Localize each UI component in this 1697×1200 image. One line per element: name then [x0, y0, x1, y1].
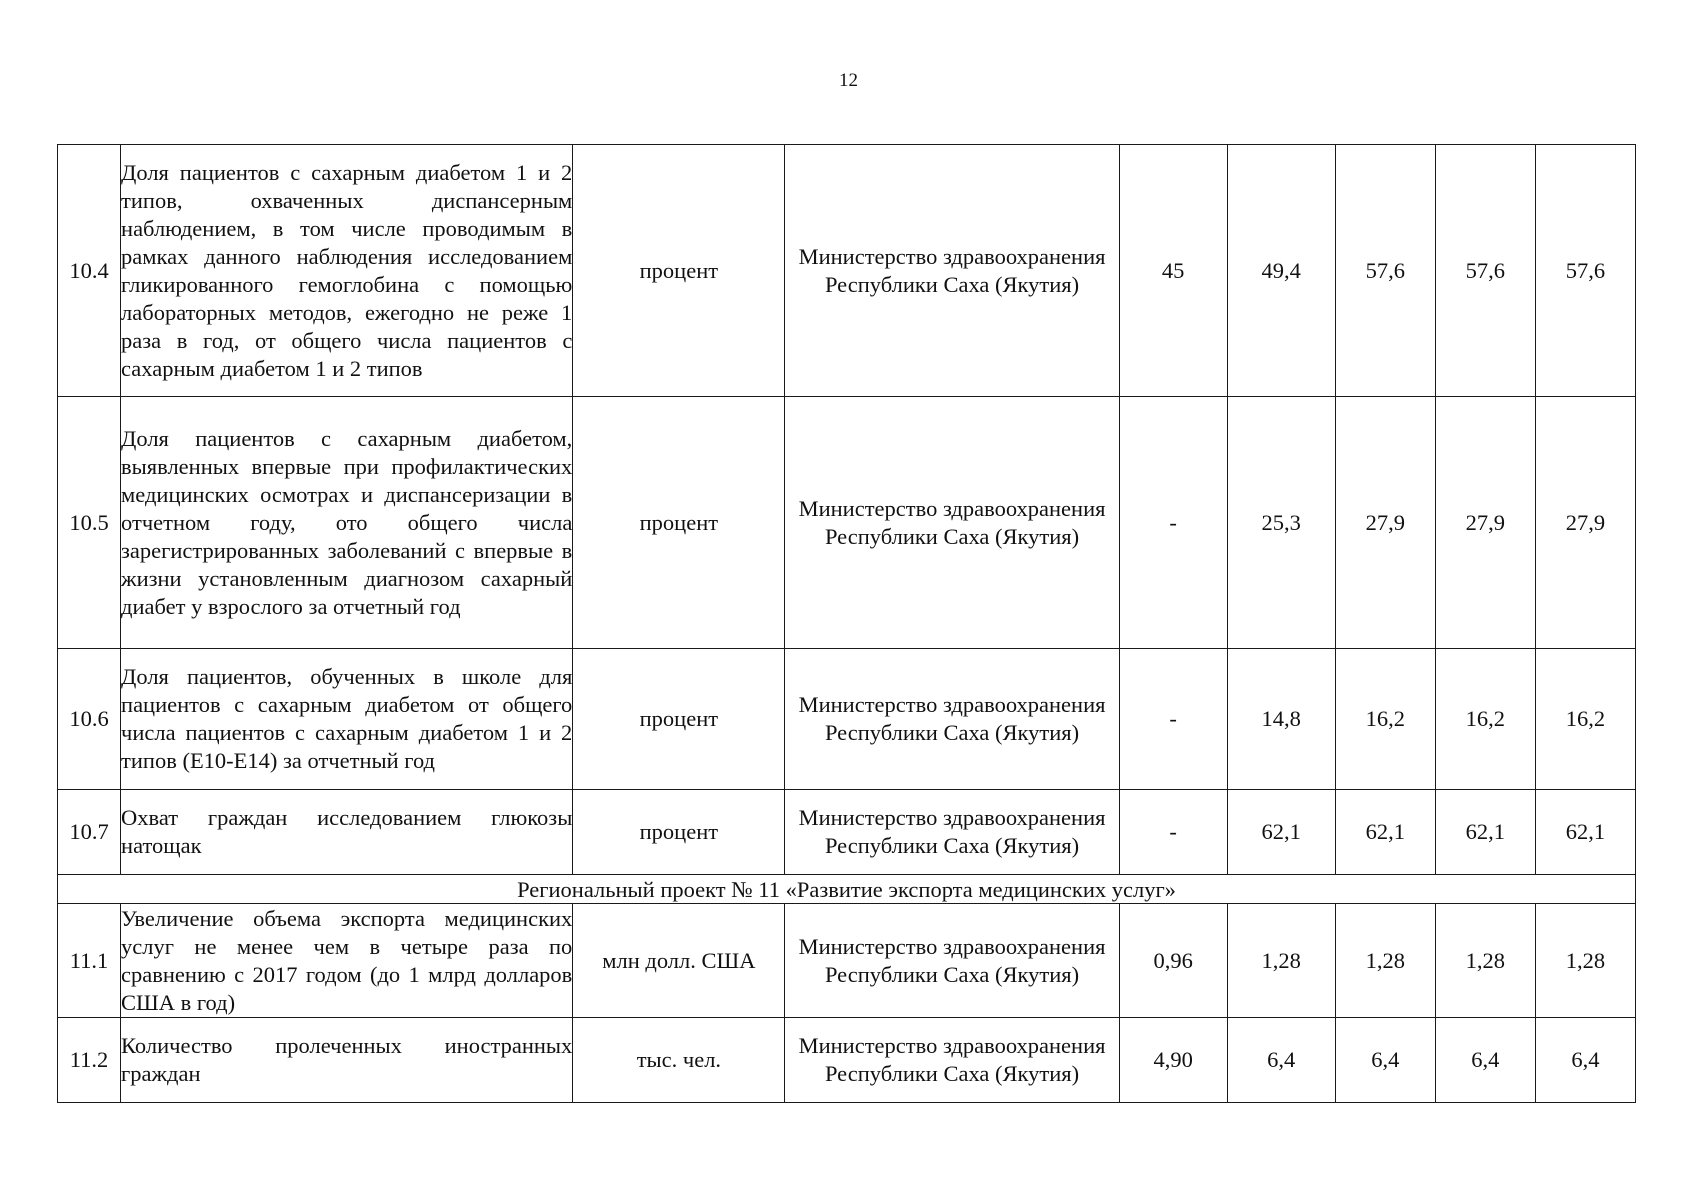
indicator-description: Доля пациентов, обученных в школе для пациентов с сахарным диабетом от общего числа пациентов с сахарным диабетом 1 и 2 типов (Е10-Е14) за отчетный год: [121, 649, 573, 790]
table-row: [58, 1018, 1636, 1103]
unit-cell: тыс. чел.: [573, 1018, 785, 1103]
value-cell: 57,6: [1435, 145, 1535, 397]
value-cell: 57,6: [1335, 145, 1435, 397]
row-number: 11.1: [58, 904, 121, 1018]
table-row: [58, 145, 1636, 397]
page-number: 12: [839, 70, 858, 91]
value-cell: 14,8: [1227, 649, 1335, 790]
indicator-description: Доля пациентов с сахарным диабетом 1 и 2 типов, охваченных диспансерным наблюдением, в том числе проводимым в рамках данного наблюдения исследованием гликированного гемоглобина с помощью лабораторных методов, ежегодно не реже 1 раза в год, от общего числа пациентов с сахарным диабетом 1 и 2 типов: [121, 145, 573, 397]
indicators-table: [57, 144, 1636, 1103]
responsible-cell: Министерство здравоохранения Республики Саха (Якутия): [785, 145, 1119, 397]
table-row: [58, 397, 1636, 649]
row-number: 10.5: [58, 397, 121, 649]
value-cell: 6,4: [1535, 1018, 1635, 1103]
value-cell: 16,2: [1335, 649, 1435, 790]
section-header-row: [58, 875, 1636, 904]
responsible-cell: Министерство здравоохранения Республики Саха (Якутия): [785, 1018, 1119, 1103]
value-cell: 1,28: [1535, 904, 1635, 1018]
value-cell: -: [1119, 397, 1227, 649]
responsible-cell: Министерство здравоохранения Республики Саха (Якутия): [785, 649, 1119, 790]
table-row: [58, 649, 1636, 790]
value-cell: 62,1: [1435, 790, 1535, 875]
value-cell: -: [1119, 790, 1227, 875]
value-cell: 1,28: [1435, 904, 1535, 1018]
value-cell: 1,28: [1335, 904, 1435, 1018]
indicator-description: Количество пролеченных иностранных граждан: [121, 1018, 573, 1103]
value-cell: 62,1: [1535, 790, 1635, 875]
value-cell: 27,9: [1535, 397, 1635, 649]
indicator-description: Доля пациентов с сахарным диабетом, выявленных впервые при профилактических медицинских осмотрах и диспансеризации в отчетном году, ото общего числа зарегистрированных заболеваний с впервые в жизни установленным диагнозом сахарный диабет у взрослого за отчетный год: [121, 397, 573, 649]
row-number: 10.4: [58, 145, 121, 397]
value-cell: 6,4: [1227, 1018, 1335, 1103]
value-cell: 25,3: [1227, 397, 1335, 649]
value-cell: 62,1: [1335, 790, 1435, 875]
value-cell: 62,1: [1227, 790, 1335, 875]
value-cell: 16,2: [1535, 649, 1635, 790]
unit-cell: процент: [573, 397, 785, 649]
value-cell: 4,90: [1119, 1018, 1227, 1103]
row-number: 11.2: [58, 1018, 121, 1103]
unit-cell: процент: [573, 790, 785, 875]
table-row: [58, 904, 1636, 1018]
value-cell: 6,4: [1435, 1018, 1535, 1103]
value-cell: 45: [1119, 145, 1227, 397]
section-title: Региональный проект № 11 «Развитие экспорта медицинских услуг»: [58, 875, 1636, 904]
row-number: 10.6: [58, 649, 121, 790]
value-cell: 16,2: [1435, 649, 1535, 790]
row-number: 10.7: [58, 790, 121, 875]
indicator-description: Охват граждан исследованием глюкозы натощак: [121, 790, 573, 875]
value-cell: 57,6: [1535, 145, 1635, 397]
unit-cell: процент: [573, 649, 785, 790]
indicator-description: Увеличение объема экспорта медицинских услуг не менее чем в четыре раза по сравнению с 2017 годом (до 1 млрд долларов США в год): [121, 904, 573, 1018]
value-cell: 27,9: [1435, 397, 1535, 649]
responsible-cell: Министерство здравоохранения Республики Саха (Якутия): [785, 790, 1119, 875]
value-cell: -: [1119, 649, 1227, 790]
unit-cell: процент: [573, 145, 785, 397]
value-cell: 1,28: [1227, 904, 1335, 1018]
value-cell: 6,4: [1335, 1018, 1435, 1103]
value-cell: 0,96: [1119, 904, 1227, 1018]
unit-cell: млн долл. США: [573, 904, 785, 1018]
responsible-cell: Министерство здравоохранения Республики Саха (Якутия): [785, 397, 1119, 649]
table-row: [58, 790, 1636, 875]
value-cell: 49,4: [1227, 145, 1335, 397]
responsible-cell: Министерство здравоохранения Республики Саха (Якутия): [785, 904, 1119, 1018]
value-cell: 27,9: [1335, 397, 1435, 649]
